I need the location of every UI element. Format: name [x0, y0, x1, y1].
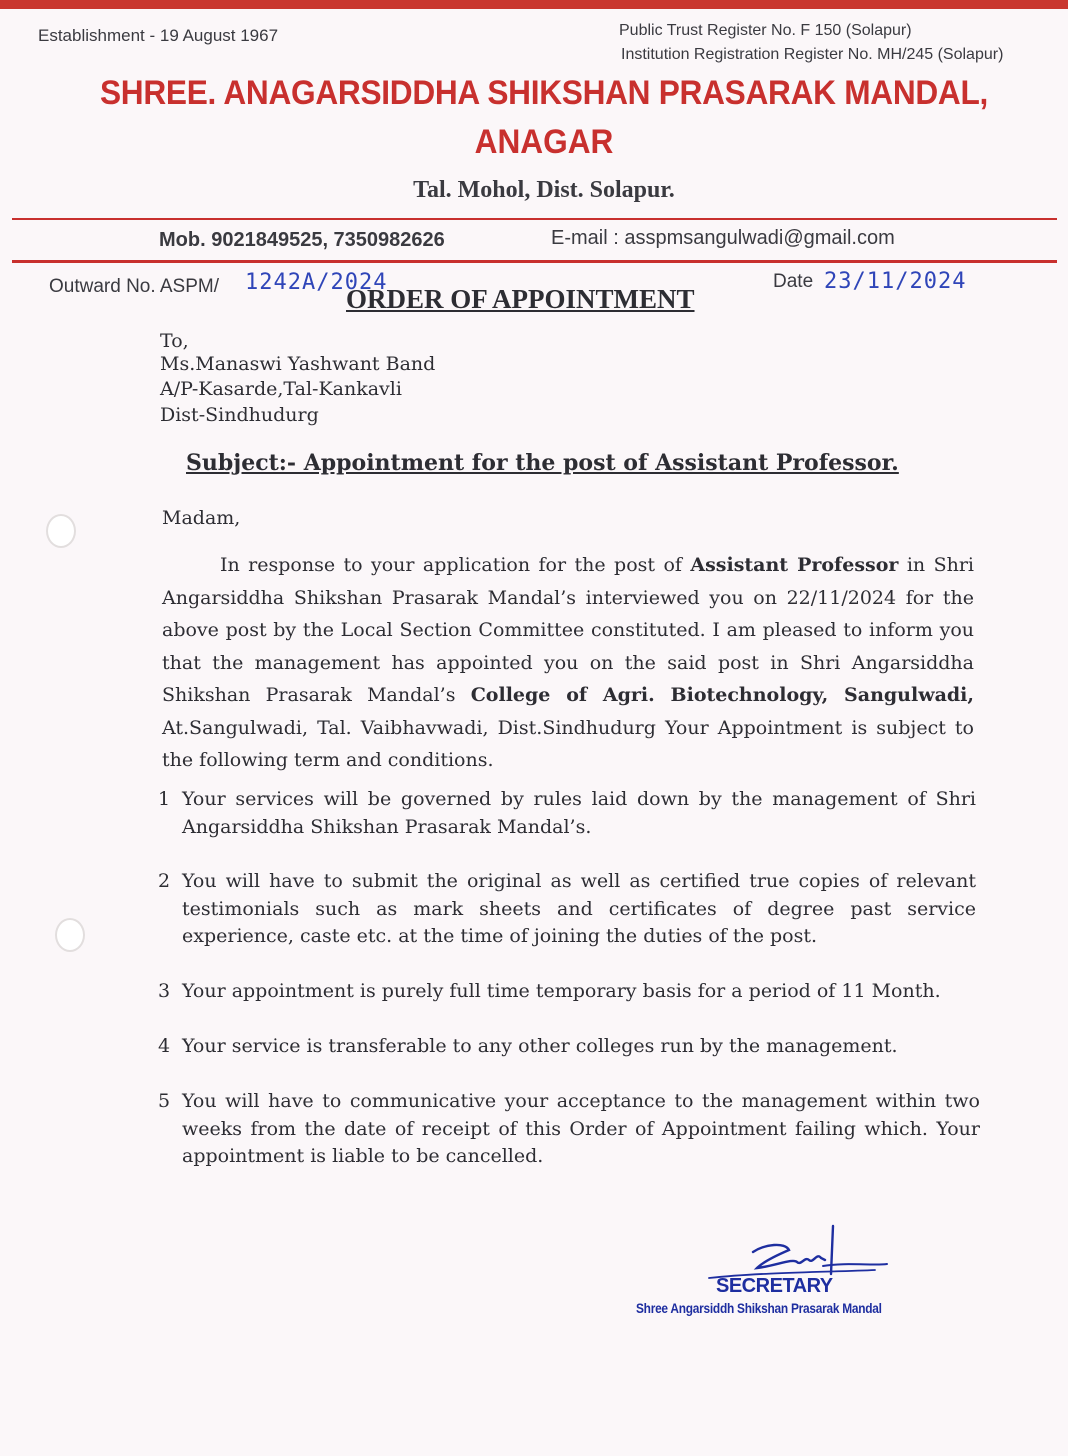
term-text: Your service is transferable to any other colleges run by the management.: [182, 1035, 898, 1057]
term-text: You will have to communicative your acceptance to the management within two weeks from the date of receipt of this Order of Appointment failing which. Your appointment is liable to be cancelled.: [182, 1090, 980, 1167]
term-item: [158, 978, 976, 1006]
mobile-numbers: Mob. 9021849525, 7350982626: [159, 229, 445, 251]
document-title: ORDER OF APPOINTMENT: [346, 284, 695, 314]
subject-line: Subject:- Appointment for the post of Assistant Professor.: [186, 450, 899, 476]
email-address: E-mail : asspmsangulwadi@gmail.com: [551, 227, 895, 249]
punch-hole: [55, 918, 85, 952]
term-text: Your appointment is purely full time temporary basis for a period of 11 Month.: [182, 980, 941, 1002]
term-item: [158, 868, 976, 951]
salutation: Madam,: [162, 507, 241, 529]
term-item: [158, 1033, 976, 1061]
term-number: 4: [158, 1035, 171, 1057]
header-divider-top: [12, 218, 1057, 220]
organization-name: SHREE. ANAGARSIDDHA SHIKSHAN PRASARAK MANDAL,: [99, 74, 989, 112]
signatory-stamp-organization: Shree Angarsiddh Shikshan Prasarak Mandal: [636, 1300, 882, 1316]
post-name: Assistant Professor: [690, 554, 899, 576]
public-trust-register: Public Trust Register No. F 150 (Solapur): [619, 22, 912, 39]
body-text: in Shri Angarsiddha Shikshan Prasarak Mandal’s interviewed you on 22/11/2024 for the above post by the Local Section Committee constituted. I am pleased to inform you that the management has appointed you on the said post in Shri Angarsiddha Shikshan Prasarak Mandal’s: [162, 554, 974, 706]
date-label: Date: [773, 271, 814, 292]
term-number: 2: [158, 870, 171, 892]
term-item: [158, 1088, 980, 1171]
body-text: At.Sangulwadi, Tal. Vaibhavwadi, Dist.Sindhudurg Your Appointment is subject to the following term and conditions.: [162, 716, 974, 771]
body-paragraph: [162, 549, 974, 777]
outward-number-label: Outward No. ASPM/: [49, 276, 220, 297]
body-text: In response to your application for the post of: [220, 554, 691, 576]
term-number: 3: [158, 980, 171, 1002]
date-value: 23/11/2024: [824, 269, 967, 294]
establishment-date: Establishment - 19 August 1967: [38, 26, 279, 45]
outward-number-value: 1242A/2024: [245, 270, 388, 295]
recipient-name: Ms.Manaswi Yashwant Band: [160, 353, 436, 375]
term-number: 5: [158, 1090, 171, 1112]
signatory-title: SECRETARY: [716, 1275, 833, 1297]
institution-register: Institution Registration Register No. MH/245 (Solapur): [621, 46, 1004, 63]
organization-location: ANAGAR: [474, 123, 614, 161]
term-number: 1: [158, 788, 171, 810]
letterhead-top-border: [0, 0, 1068, 9]
term-text: Your services will be governed by rules laid down by the management of Shri Angarsiddha Shikshan Prasarak Mandal’s.: [182, 788, 976, 838]
term-text: You will have to submit the original as well as certified true copies of relevant testimonials such as mark sheets and certificates of degree past service experience, caste etc. at the time of joining the duties of the post.: [182, 870, 976, 947]
recipient-address-line: A/P-Kasarde,Tal-Kankavli: [160, 378, 402, 400]
recipient-district: Dist-Sindhudurg: [160, 404, 319, 426]
header-divider-bottom: [12, 260, 1057, 263]
college-name: College of Agri. Biotechnology, Sangulwadi,: [470, 684, 974, 706]
term-item: [158, 786, 976, 841]
organization-address: Tal. Mohol, Dist. Solapur.: [413, 177, 675, 203]
punch-hole: [46, 514, 76, 548]
to-line: To,: [160, 330, 189, 352]
